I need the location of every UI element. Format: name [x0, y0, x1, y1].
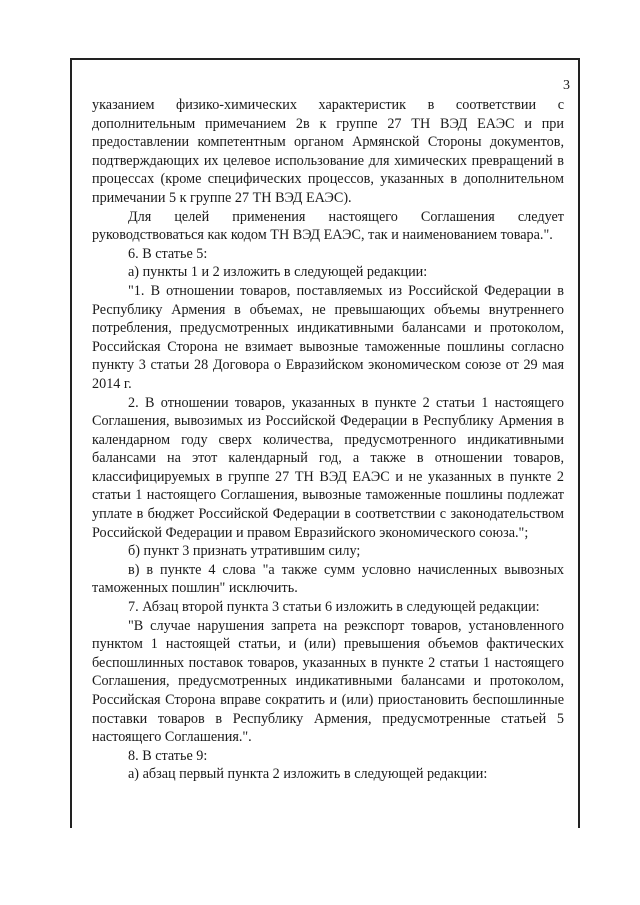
paragraph: в) в пункте 4 слова "а также сумм условно начисленных вывозных таможенных пошлин" исключить. [92, 561, 564, 597]
paragraph: указанием физико-химических характеристик в соответствии с дополнительным примечанием 2в к группе 27 ТН ВЭД ЕАЭС и при предоставлении компетентным органом Армянской Стороны документов, подтверждающих их целевое использование для химических превращений в процессах (кроме специфических процессов, указанных в дополнительном примечании 5 к группе 27 ТН ВЭД ЕАЭС). [92, 97, 564, 206]
paragraph: б) пункт 3 признать утратившим силу; [128, 543, 361, 560]
paragraph: а) пункты 1 и 2 изложить в следующей редакции: [128, 264, 428, 281]
quoted-paragraph: "1. В отношении товаров, поставляемых из Российской Федерации в Республику Армения в объемах, не превышающих объемы внутреннего потребления, предусмотренных индикативными балансами и протоколом, Российская Сторона не взимает вывозные таможенные пошлины согласно пункту 3 статьи 28 Договора о Евразийском экономическом союзе от 29 мая 2014 г. [92, 282, 564, 392]
page-number: 3 [563, 78, 570, 93]
paragraph: а) абзац первый пункта 2 изложить в следующей редакции: [128, 766, 488, 783]
quoted-paragraph: "В случае нарушения запрета на реэкспорт товаров, установленного пунктом 1 настоящей статьи, и (или) превышения объемов фактических беспошлинных поставок товаров, указанных в пункте 2 статьи 1 настоящего Соглашения, предусмотренных индикативными балансами и протоколом, Российская Сторона вправе сократить и (или) приостановить беспошлинные поставки товаров в Республику Армения, предусмотренные статьей 5 настоящего Соглашения.". [92, 617, 564, 746]
paragraph: Для целей применения настоящего Соглашения следует руководствоваться как кодом ТН ВЭД ЕАЭС, так и наименованием товара.". [92, 208, 564, 244]
section-heading: 8. В статье 9: [128, 747, 208, 764]
quoted-paragraph: 2. В отношении товаров, указанных в пункте 2 статьи 1 настоящего Соглашения, вывозимых из Российской Федерации в Республику Армения в календарном году сверх количества, предусмотренного индикативными балансами на этот календарный год, а также в отношении товаров, классифицируемых в группе 27 ТН ВЭД ЕАЭС и не указанных в пункте 2 статьи 1 настоящего Соглашения, вывозные таможенные пошлины подлежат уплате в бюджет Российской Федерации в соответствии с законодательством Российской Федерации и правом Евразийского экономического союза."; [92, 394, 564, 541]
section-heading: 7. Абзац второй пункта 3 статьи 6 изложить в следующей редакции: [128, 599, 540, 616]
document-body [92, 96, 564, 784]
section-heading: 6. В статье 5: [128, 245, 208, 262]
